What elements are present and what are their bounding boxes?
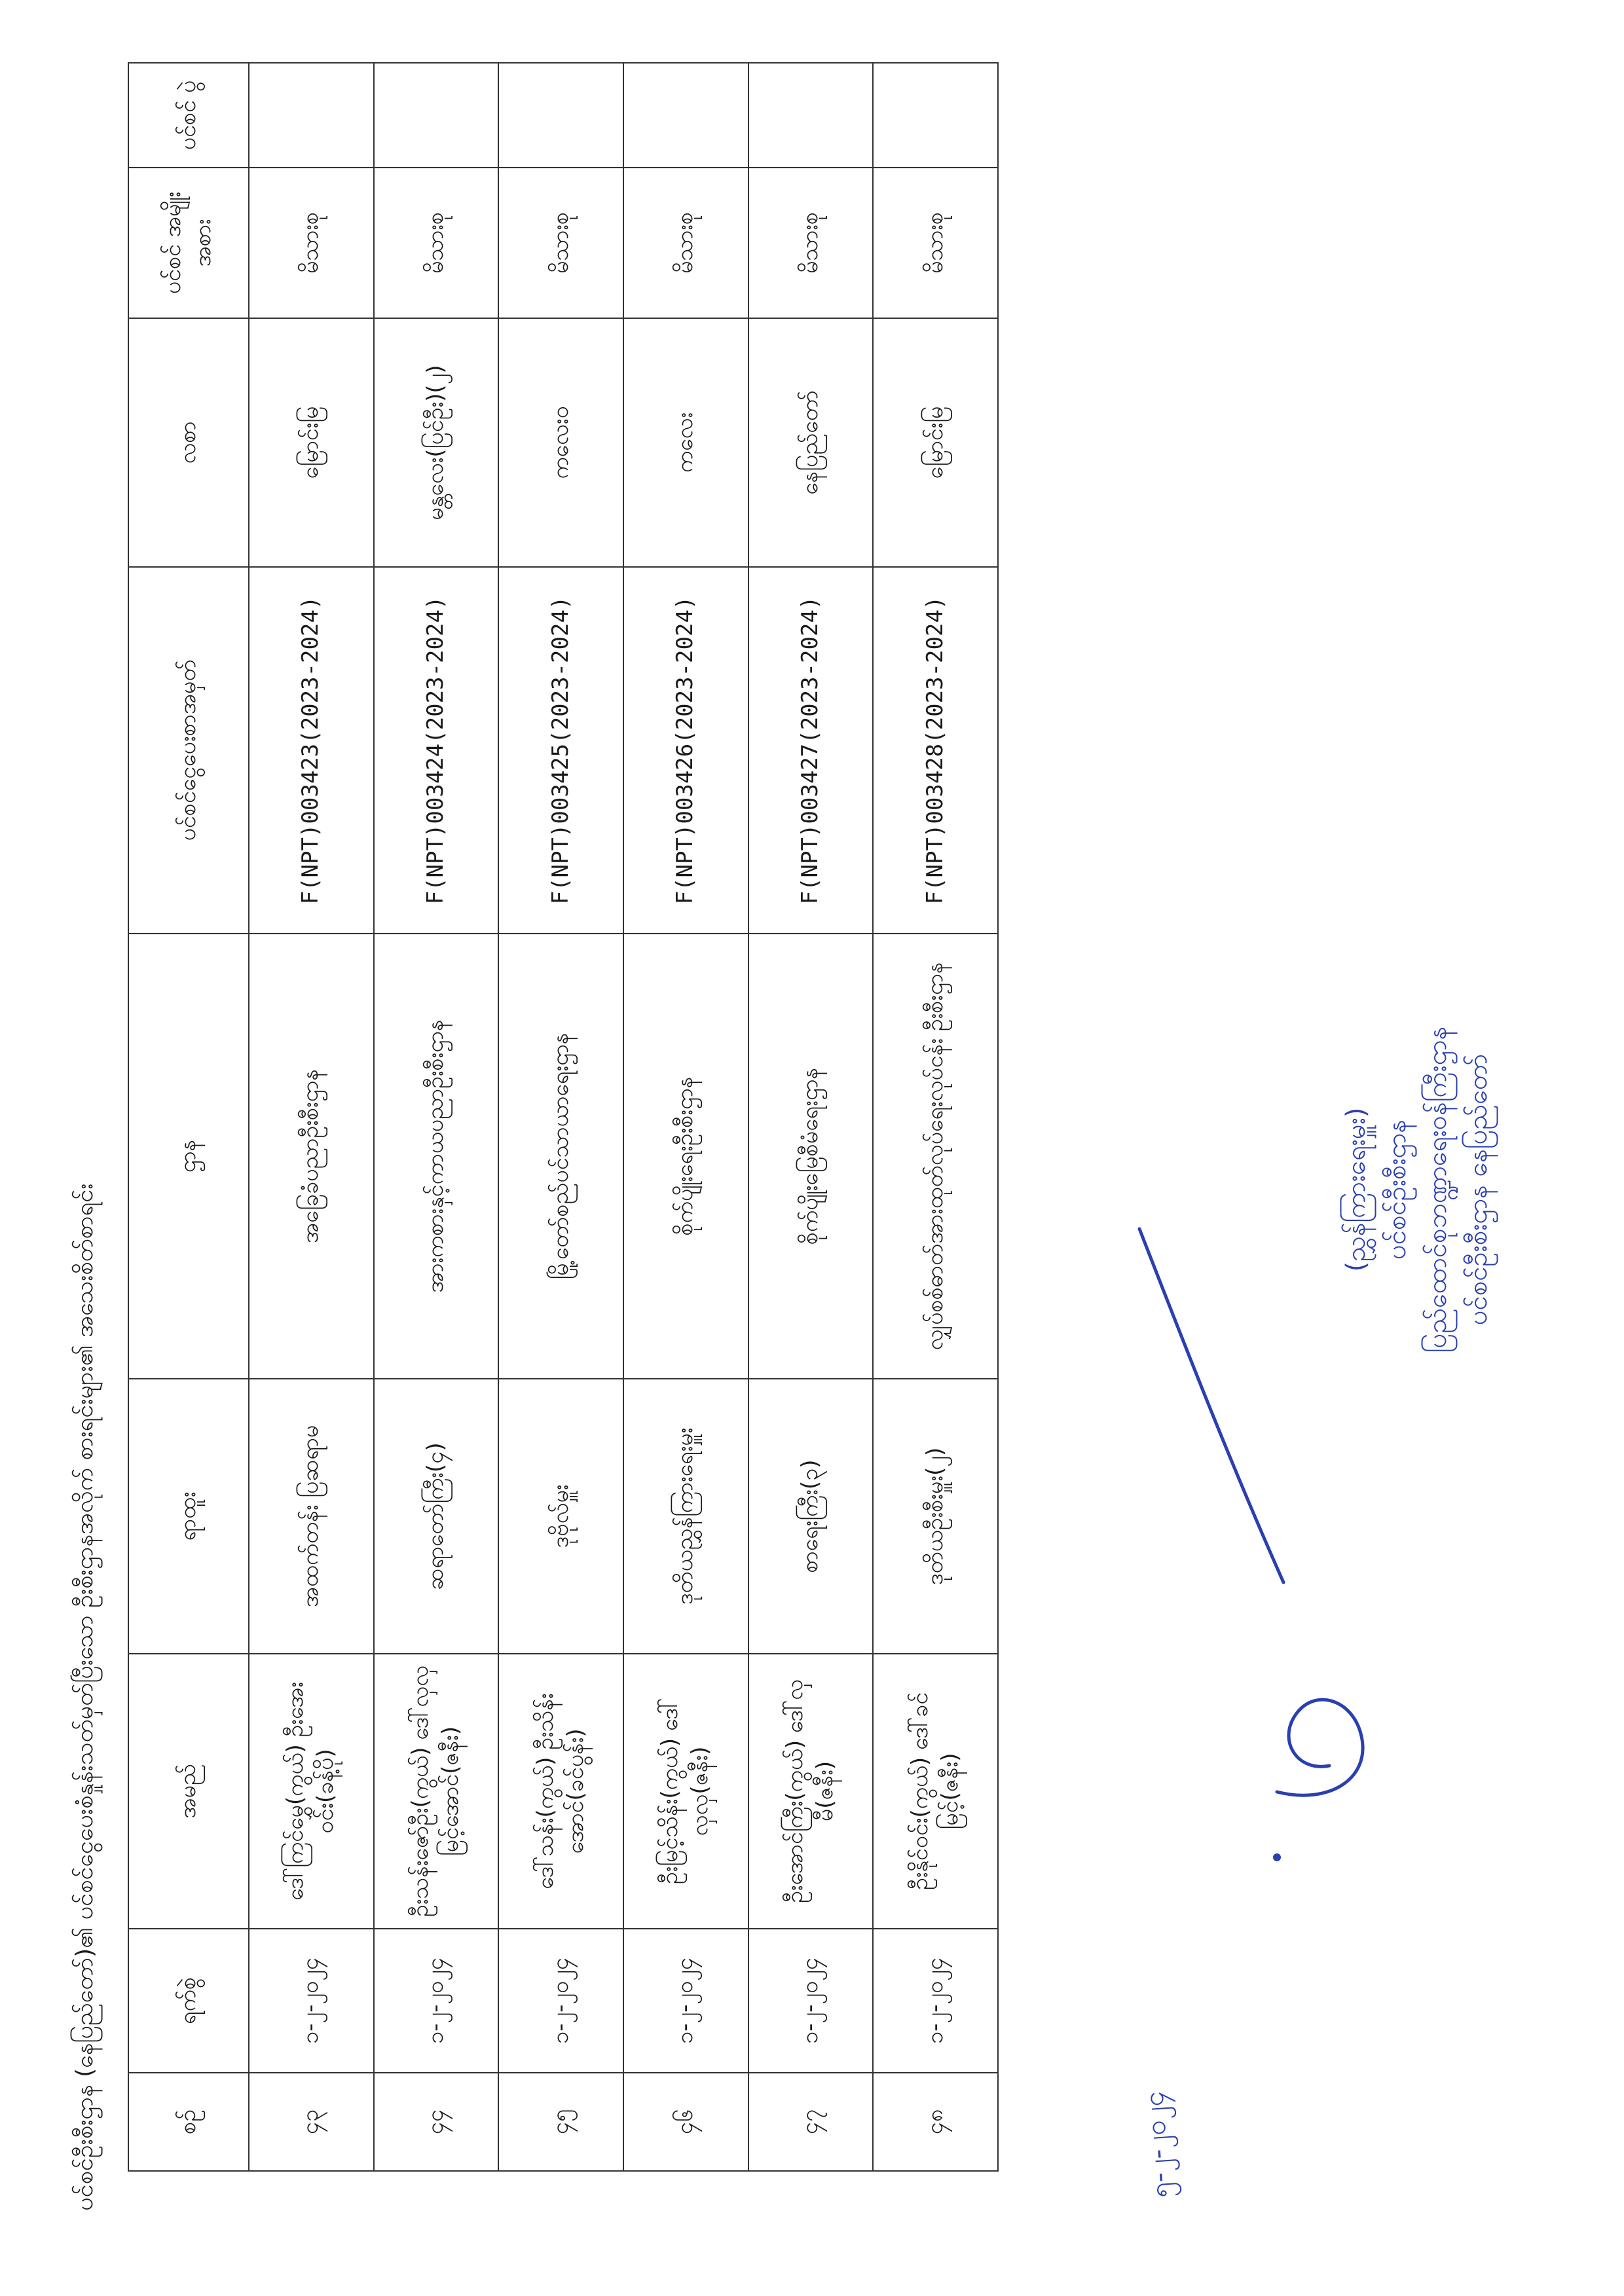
col-header: လစာ bbox=[128, 318, 249, 567]
cell-no: ၄၈ bbox=[873, 2073, 998, 2171]
cell-ext bbox=[498, 63, 623, 168]
col-header: ရက်စွဲ bbox=[128, 1929, 249, 2073]
cell-type: မိသားစု bbox=[249, 168, 374, 318]
col-header: အမည် bbox=[128, 1654, 249, 1929]
cell-post: စာရေးကြီး(၃) bbox=[748, 1379, 874, 1654]
cell-dept: စိုက်ပျိုးမြေစီမံရေးဌာန bbox=[748, 934, 874, 1379]
cell-dept: စိုက်ပျိုးရေးဦးစီးဌာန bbox=[623, 934, 748, 1379]
cell-dept: အားကစားနှင့်ကာယပညာဦးစီးဌာန bbox=[374, 934, 499, 1379]
cell-type: မိသားစု bbox=[873, 168, 998, 318]
col-header: ပင်စင် အမျိုးအစား bbox=[128, 168, 249, 318]
col-header: ပင်စင်ငွေပေးစာအမှတ် bbox=[128, 567, 249, 934]
cell-post: ဒုတိယဦးစီးမှူး(၂) bbox=[873, 1379, 998, 1654]
cell-pay: ကလေး bbox=[623, 318, 748, 567]
col-header: စဉ် bbox=[128, 2073, 249, 2171]
cell-post: ဒုတိယညွှန်ကြားရေးမှူး bbox=[623, 1379, 748, 1654]
cell-ext bbox=[873, 63, 998, 168]
cell-ppo: F(NPT)003427(2023-2024) bbox=[748, 567, 874, 934]
col-header: ပင်စင် ပွဲ bbox=[128, 63, 249, 168]
table-row bbox=[873, 63, 998, 2171]
cell-no: ၄၇ bbox=[748, 2073, 874, 2171]
table-row bbox=[498, 63, 623, 2171]
table-row bbox=[249, 63, 374, 2171]
cell-ext bbox=[623, 63, 748, 168]
cell-type: မိသားစု bbox=[374, 168, 499, 318]
cell-type: မိသားစု bbox=[498, 168, 623, 318]
cell-ext bbox=[748, 63, 874, 168]
cell-dept: မြို့တော်စည်ပင်သာယာရေးဌာန bbox=[498, 934, 623, 1379]
cell-name: ဦးသန်းဇော်ဦး(ကွယ်) ဒေါ်လှလှမြင့်အောင်(ဇနီး) bbox=[374, 1654, 499, 1929]
table-row bbox=[623, 63, 748, 2171]
cell-type: မိသားစု bbox=[623, 168, 748, 318]
cell-post: အထက်တန်း ပြဆရာမ bbox=[249, 1379, 374, 1654]
cell-post: ဆရာတော်ကြီး(၄) bbox=[374, 1379, 499, 1654]
document-title: ပင်စင်ဦးစီးဌာန (နေပြည်တော်)၏ ပင်စင်ငွေပေးစံနှုန်းသတ်မှတ်ပြီးသော ဦးစီးဌာနအလိုက် စားရင်းများ၏ အသေးစိတ်စာရင်း bbox=[71, 1183, 98, 2211]
col-header: ရာထူး bbox=[128, 1379, 249, 1654]
cell-ext bbox=[249, 63, 374, 168]
cell-no: ၄၄ bbox=[374, 2073, 499, 2171]
cell-pay: မြောင်းမြ bbox=[249, 318, 374, 567]
cell-ppo: F(NPT)003428(2023-2024) bbox=[873, 567, 998, 934]
stamp-line: ပင်စင်ဦးစီးဌာန နေပြည်တော် bbox=[1463, 1053, 1493, 1326]
cell-pay: မြောင်းမြ bbox=[873, 318, 998, 567]
cell-ext bbox=[374, 63, 499, 168]
cell-name: ဒေါ်သန်း(ကွယ်) ဦးသိန်းအောင်(ခင်ပွန်း) bbox=[498, 1654, 623, 1929]
cell-pay: မန္တလေး(ပြင်ဦး)(၂) bbox=[374, 318, 499, 567]
cell-date: ၁-၂-၂၀၂၄ bbox=[748, 1929, 874, 2073]
cell-ppo: F(NPT)003423(2023-2024) bbox=[249, 567, 374, 934]
cell-date: ၁-၂-၂၀၂၄ bbox=[623, 1929, 748, 2073]
cell-date: ၁-၂-၂၀၂၄ bbox=[873, 1929, 998, 2073]
register-table bbox=[128, 62, 999, 2172]
cell-name: ဦးအောင်ကြီး(ကွယ်) ဒေါ်လှမီ(ဇနီး) bbox=[748, 1654, 874, 1929]
cell-date: ၁-၂-၂၀၂၄ bbox=[498, 1929, 623, 2073]
cell-pay: နေပြည်တော် bbox=[748, 318, 874, 567]
cell-date: ၁-၂-၂၀၂၄ bbox=[249, 1929, 374, 2073]
cell-pay: ကလေးဝ bbox=[498, 318, 623, 567]
cell-date: ၁-၂-၂၀၂၄ bbox=[374, 1929, 499, 2073]
cell-name: ဦးနိုင်ဝင်း(ကွယ်) ဒေါ်ခင်မြင့်(ဇနီး) bbox=[873, 1654, 998, 1929]
stamp-line: ပင်စင်ဦးစီးဌာန bbox=[1382, 1119, 1412, 1260]
cell-dept: အခြေခံပညာဦးစီးဌာန bbox=[249, 934, 374, 1379]
cell-no: ၄၆ bbox=[623, 2073, 748, 2171]
col-header: ဌာန bbox=[128, 934, 249, 1379]
cell-name: ဒေါ်ကြင်မွှေ(ကွယ်) ဦးအေးဝင်း(ခန့်ပို) bbox=[249, 1654, 374, 1929]
cell-post: ဒုဗိုလ်မှူး bbox=[498, 1379, 623, 1654]
cell-ppo: F(NPT)003424(2023-2024) bbox=[374, 567, 499, 934]
cell-name: ဦးမြင့်သိန်း(ကွယ်) ဒေါ်လှလှ(ဇနီး) bbox=[623, 1654, 748, 1929]
header-row bbox=[128, 63, 249, 2171]
cell-ppo: F(NPT)003425(2023-2024) bbox=[498, 567, 623, 934]
table-row bbox=[748, 63, 874, 2171]
stamp-line: (ညွှန်ကြားရေးမှူး) bbox=[1341, 1107, 1371, 1272]
stamp-line: ပြည်ထောင်စုဘဏ္ဍာရေးဝန်ကြီးဌာန bbox=[1422, 1026, 1452, 1353]
cell-type: မိသားစု bbox=[748, 168, 874, 318]
official-stamp bbox=[1336, 960, 1498, 1419]
cell-ppo: F(NPT)003426(2023-2024) bbox=[623, 567, 748, 934]
signature-date: ၅-၂-၂၀၂၄ bbox=[1137, 2090, 1177, 2199]
cell-no: ၄၅ bbox=[498, 2073, 623, 2171]
cell-no: ၄၃ bbox=[249, 2073, 374, 2171]
cell-dept: လျှပ်စစ်ဓာတ်အားထုတ်လုပ်ရေးလုပ်ငန်း ဦးစီးဌာန bbox=[873, 934, 998, 1379]
table-row bbox=[374, 63, 499, 2171]
